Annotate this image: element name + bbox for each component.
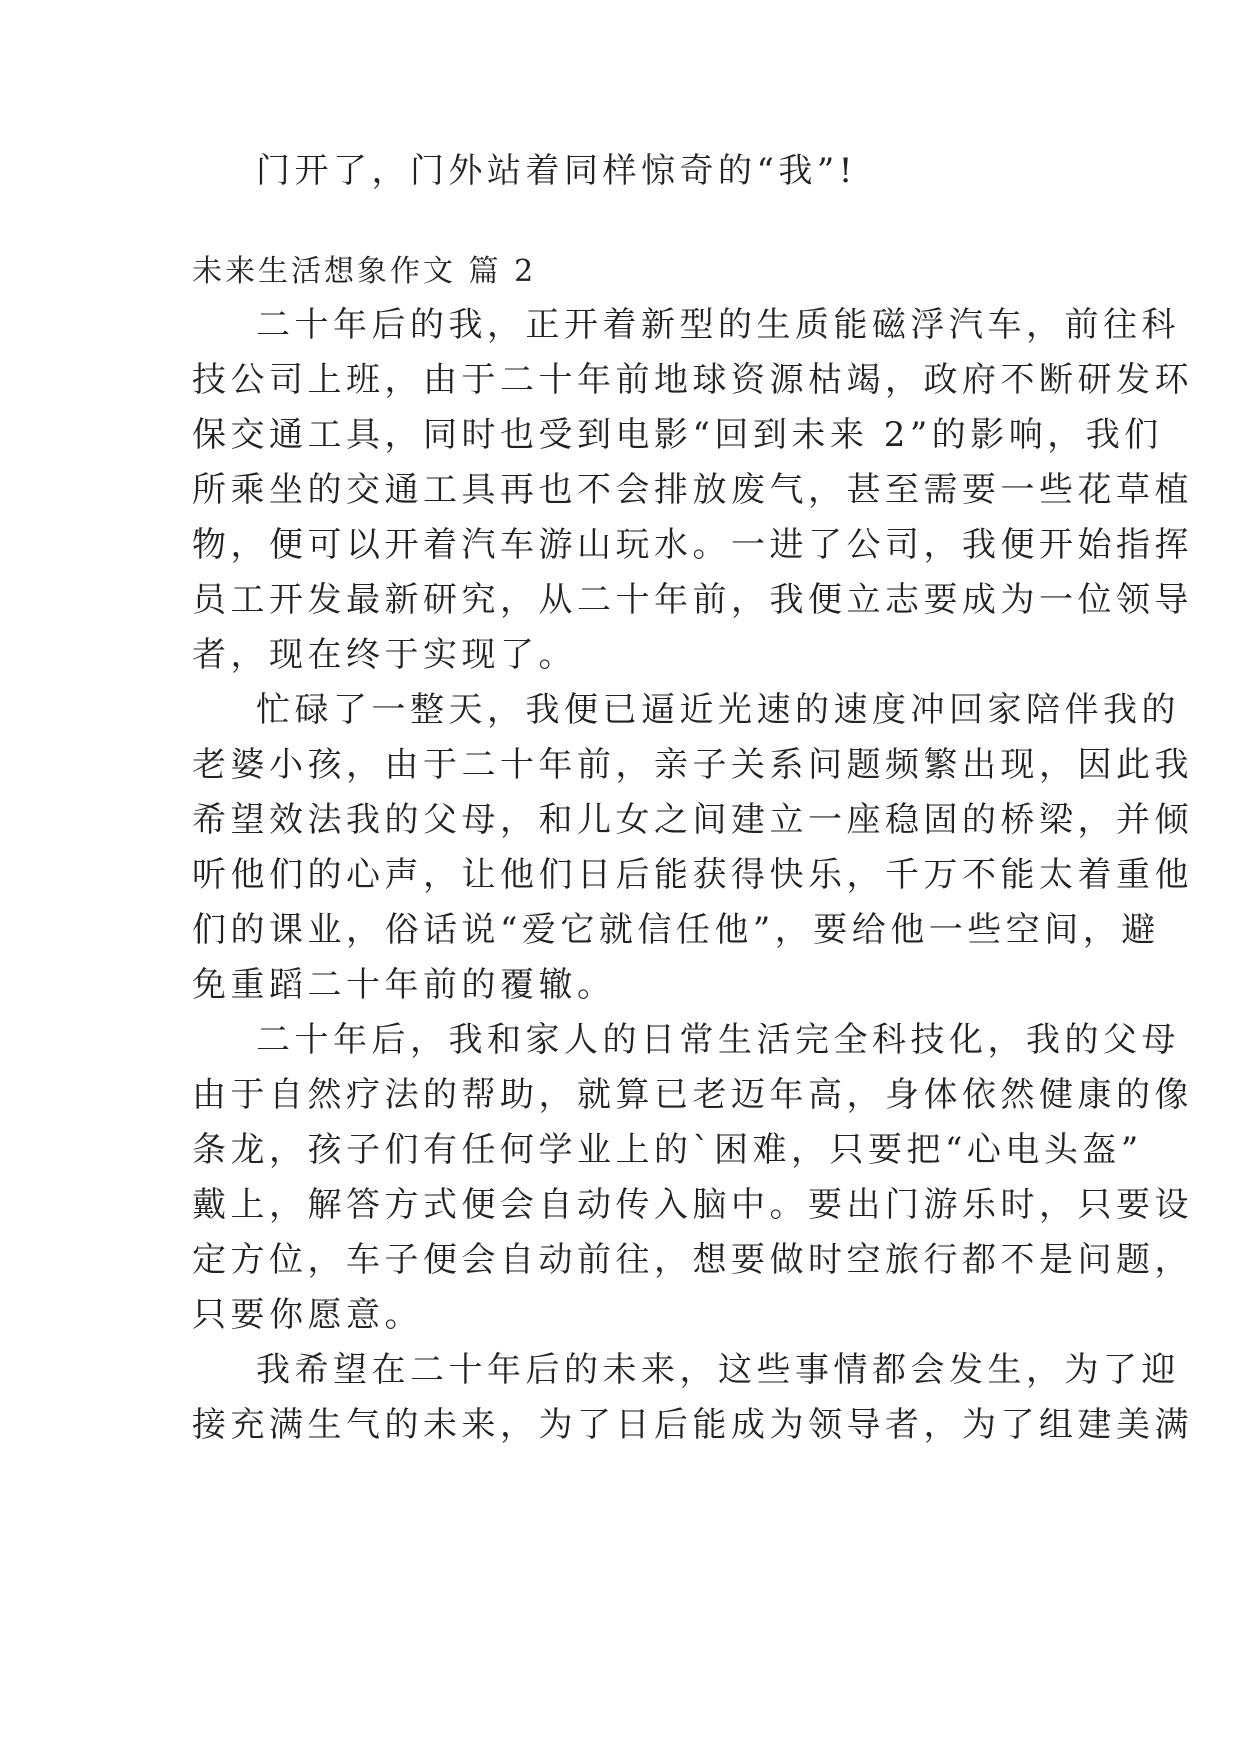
paragraph-line: 二十年后，我和家人的日常生活完全科技化，我的父母	[256, 1020, 1180, 1060]
paragraph-line: 只要你愿意。	[192, 1295, 423, 1335]
paragraph-line: 们的课业，俗话说“爱它就信任他”，要给他一些空间，避	[192, 910, 1160, 950]
paragraph-line: 员工开发最新研究，从二十年前，我便立志要成为一位领导	[192, 580, 1193, 620]
paragraph-line: 老婆小孩，由于二十年前，亲子关系问题频繁出现，因此我	[192, 745, 1193, 785]
paragraph-line: 者，现在终于实现了。	[192, 635, 577, 675]
section-title: 未来生活想象作文 篇 2	[192, 254, 537, 289]
opening-line: 门开了，门外站着同样惊奇的“我”!	[256, 151, 857, 191]
paragraph-line: 听他们的心声，让他们日后能获得快乐，千万不能太着重他	[192, 855, 1193, 895]
paragraph-line: 免重蹈二十年前的覆辙。	[192, 965, 616, 1005]
paragraph-line: 物，便可以开着汽车游山玩水。一进了公司，我便开始指挥	[192, 525, 1193, 565]
paragraph-line: 戴上，解答方式便会自动传入脑中。要出门游乐时，只要设	[192, 1185, 1193, 1225]
paragraph-line: 定方位，车子便会自动前往，想要做时空旅行都不是问题，	[192, 1240, 1193, 1280]
paragraph-line: 技公司上班，由于二十年前地球资源枯竭，政府不断研发环	[192, 360, 1193, 400]
paragraph-line: 条龙，孩子们有任何学业上的`困难，只要把“心电头盔”	[192, 1130, 1143, 1170]
paragraph-line: 所乘坐的交通工具再也不会排放废气，甚至需要一些花草植	[192, 470, 1193, 510]
paragraph-line: 我希望在二十年后的未来，这些事情都会发生，为了迎	[256, 1350, 1180, 1390]
paragraph-line: 保交通工具，同时也受到电影“回到未来 2”的影响，我们	[192, 415, 1163, 455]
paragraph-line: 二十年后的我，正开着新型的生质能磁浮汽车，前往科	[256, 305, 1180, 345]
paragraph-line: 希望效法我的父母，和儿女之间建立一座稳固的桥梁，并倾	[192, 800, 1193, 840]
paragraph-line: 接充满生气的未来，为了日后能成为领导者，为了组建美满	[192, 1405, 1193, 1445]
paragraph-line: 忙碌了一整天，我便已逼近光速的速度冲回家陪伴我的	[256, 690, 1180, 730]
paragraph-line: 由于自然疗法的帮助，就算已老迈年高，身体依然健康的像	[192, 1075, 1193, 1115]
